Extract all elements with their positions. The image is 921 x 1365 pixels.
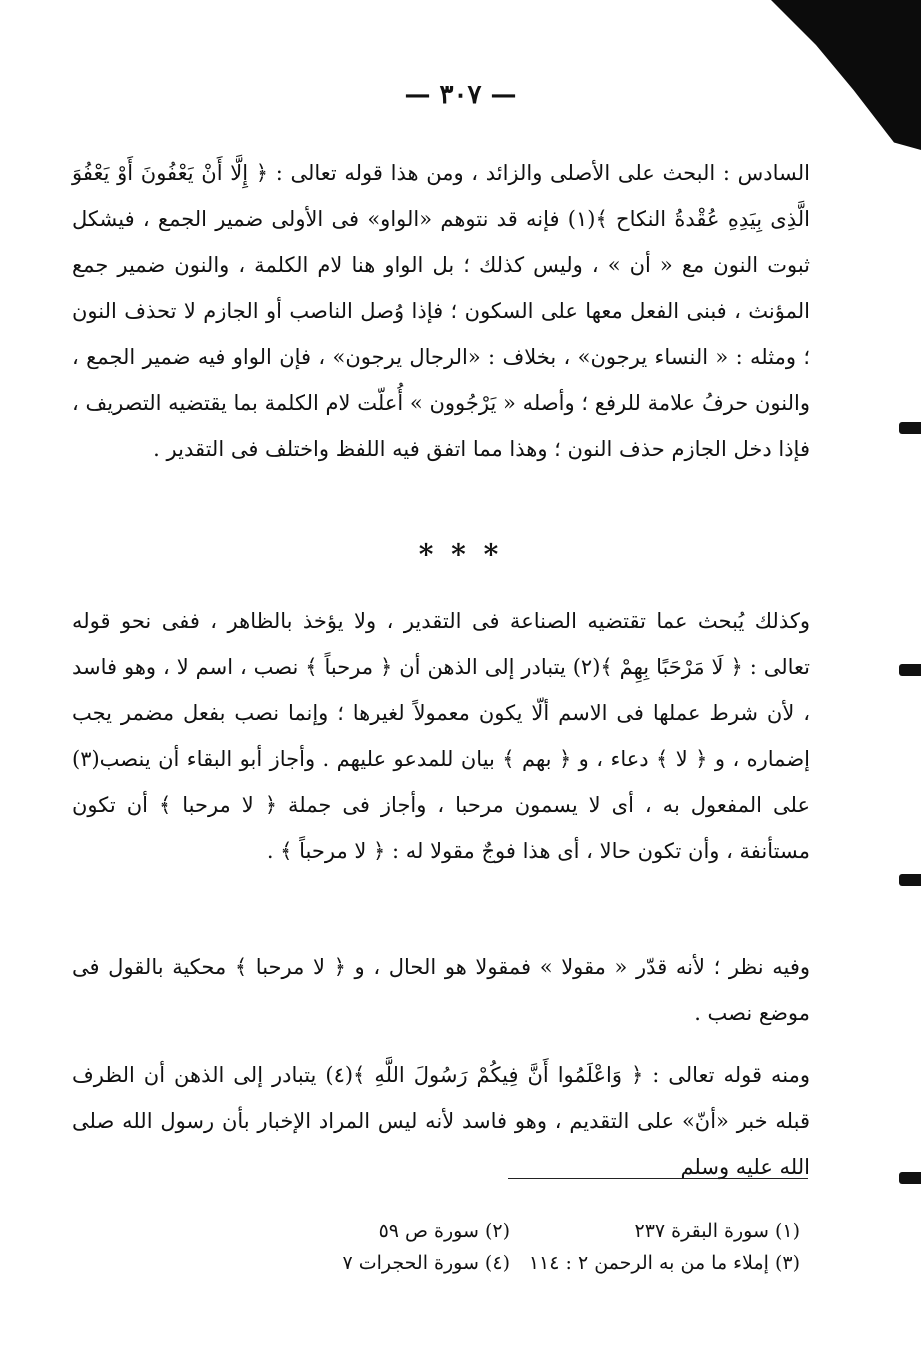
footnote-4: (٤) سورة الحجرات ٧	[342, 1252, 510, 1274]
section-sixth	[72, 150, 810, 472]
section-marhaban	[72, 598, 810, 874]
page-number: — ٣٠٧ —	[404, 80, 517, 110]
section-objection	[72, 944, 810, 1036]
scan-edge-mark	[899, 422, 921, 434]
scan-edge-mark	[899, 1172, 921, 1184]
footnotes	[240, 1215, 800, 1279]
footnote-row	[240, 1215, 800, 1247]
footnote-divider	[508, 1178, 808, 1179]
paragraph: ومنه قوله تعالى : ﴿ وَاعْلَمُوا أَنَّ فِيكُمْ رَسُولَ اللَّهِ ﴾(٤) يتبادر إلى الذهن أن الظرف قبله خبر «أنّ» على التقديم ، وهو فاسد لأنه ليس المراد الإخبار بأن رسول الله صلى الله عليه وسلم	[72, 1063, 810, 1179]
footnote-3: (٣) إملاء ما من به الرحمن ٢ : ١١٤	[528, 1252, 800, 1274]
paragraph: السادس : البحث على الأصلى والزائد ، ومن هذا قوله تعالى : ﴿ إِلَّا أَنْ يَعْفُونَ أَوْ يَعْفُوَ الَّذِى بِيَدِهِ عُقْدةُ النكاح ﴾(١) فإنه قد نتوهم «الواو» فى الأولى ضمير الجمع ، فيشكل ثبوت النون مع « أن » ، وليس كذلك ؛ بل الواو هنا لام الكلمة ، والنون ضمير جمع المؤنث ، فبنى الفعل معها على السكون ؛ فإذا وُصل الناصب أو الجازم لا تحذف النون ؛ ومثله : « النساء يرجون» ، بخلاف : «الرجال يرجون» ، فإن الواو فيه ضمير الجمع ، والنون حرفُ علامة للرفع ؛ وأصله « يَرْجُوون » أُعلّت لام الكلمة بما يقتضيه التصريف ، فإذا دخل الجازم حذف النون ؛ وهذا مما اتفق فيه اللفظ واختلف فى التقدير .	[72, 161, 810, 461]
footnote-2: (٢) سورة ص ٥٩	[378, 1220, 510, 1242]
paragraph: وكذلك يُبحث عما تقتضيه الصناعة فى التقدير ، ولا يؤخذ بالظاهر ، ففى نحو قوله تعالى : ﴿ لَا مَرْحَبًا بِهِمْ ﴾(٢) يتبادر إلى الذهن أن ﴿ مرحباً ﴾ نصب ، اسم لا ، وهو فاسد ، لأن شرط عملها فى الاسم ألّا يكون معمولاً لغيرها ؛ وإنما نصب بفعل مضمر يجب إضماره ، و ﴿ لا ﴾ دعاء ، و ﴿ بهم ﴾ بيان للمدعو عليهم . وأجاز أبو البقاء أن ينصب(٣) على المفعول به ، أى لا يسمون مرحبا ، وأجاز فى جملة ﴿ لا مرحبا ﴾ أن تكون مستأنفة ، وأن تكون حالا ، أى هذا فوجٌ مقولا له : ﴿ لا مرحباً ﴾ .	[72, 609, 811, 863]
scan-edge-mark	[899, 874, 921, 886]
scan-edge-mark	[899, 664, 921, 676]
section-separator: * * *	[418, 538, 503, 571]
section-waalamu	[72, 1052, 810, 1190]
footnote-row	[240, 1247, 800, 1279]
paragraph: وفيه نظر ؛ لأنه قدّر « مقولا » فمقولا هو الحال ، و ﴿ لا مرحبا ﴾ محكية بالقول فى موضع نصب .	[72, 955, 810, 1025]
scan-corner-shadow	[771, 0, 921, 150]
footnote-1: (١) سورة البقرة ٢٣٧	[634, 1220, 800, 1242]
